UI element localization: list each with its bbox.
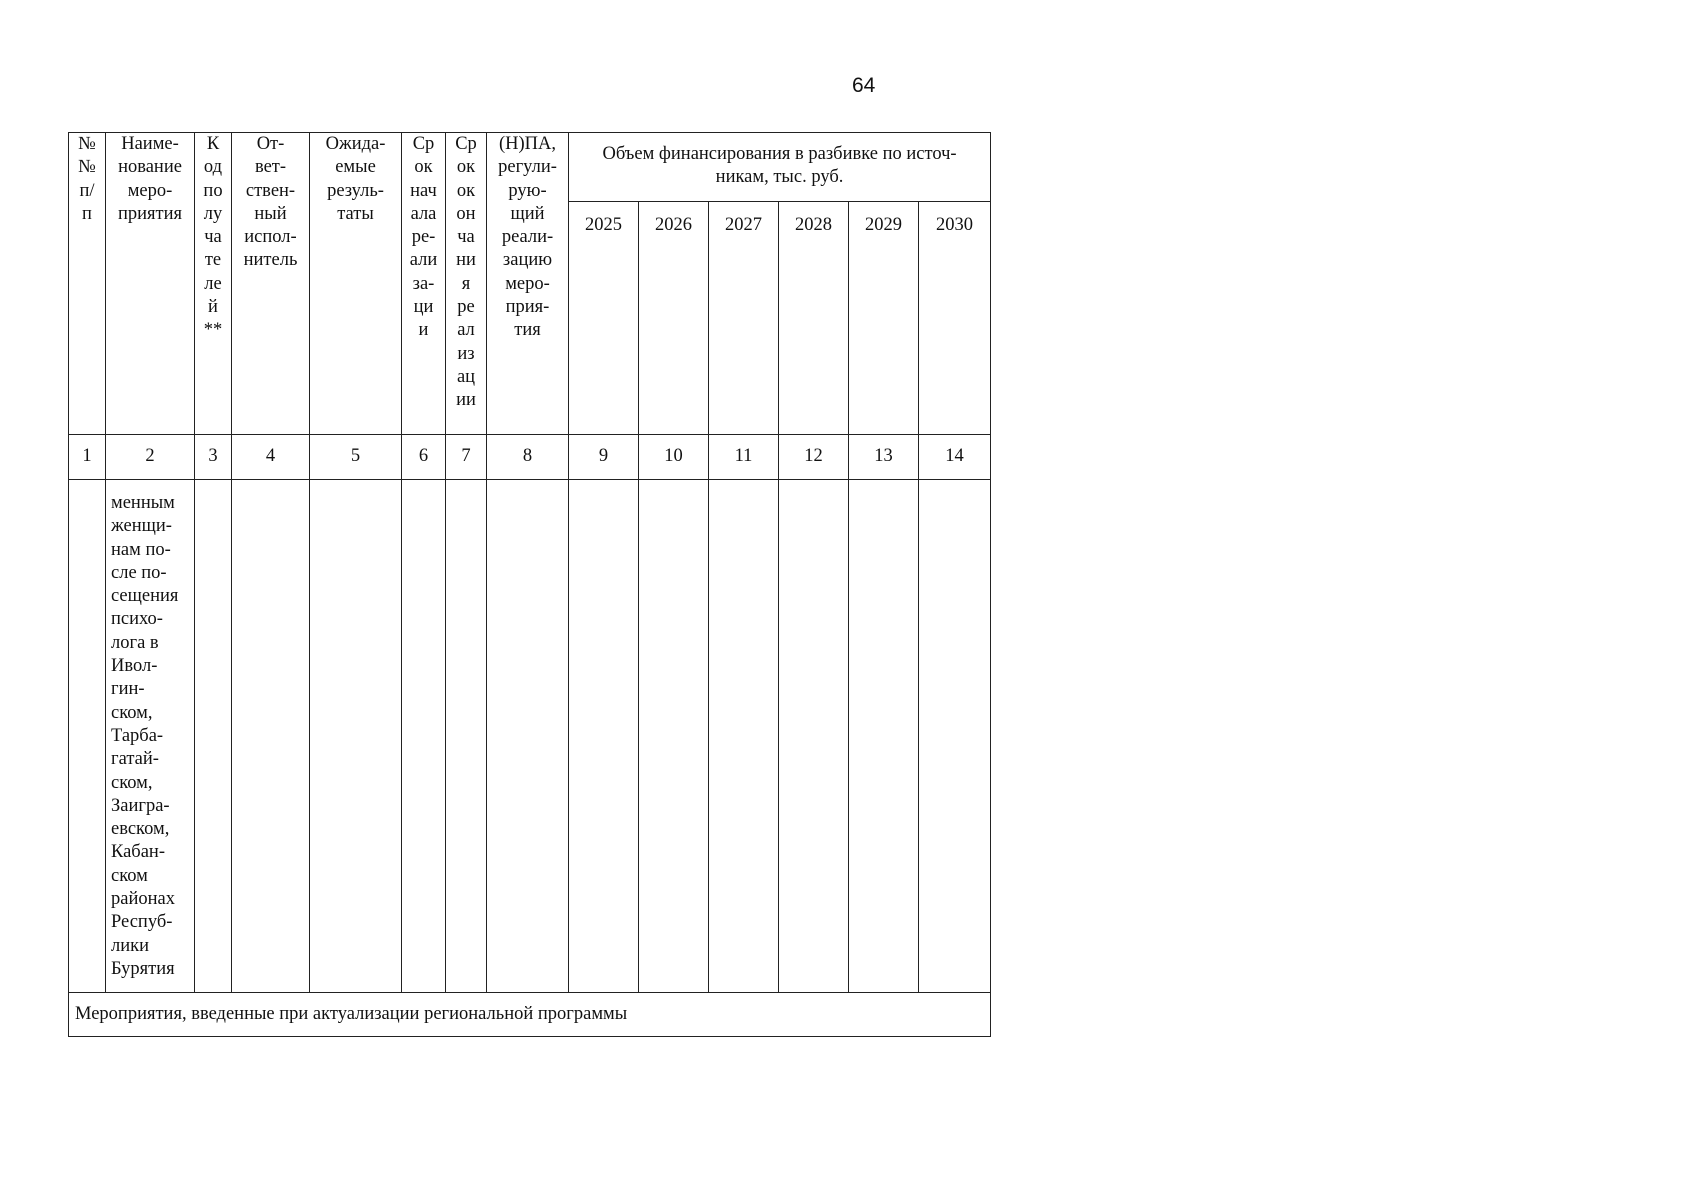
cell-funding-2028 <box>779 480 849 993</box>
header-year: 2025 <box>569 202 639 435</box>
section-footer-row <box>69 993 991 1037</box>
events-table <box>68 132 991 1037</box>
cell-legal-act <box>487 480 569 993</box>
column-number: 4 <box>232 435 310 480</box>
header-event-name: Наиме- нование меро- приятия <box>106 133 195 435</box>
cell-event-name: менным женщи- нам по- сле по- сещения психо- лога в Ивол- гин- ском, Тарба- гатай- ском, Заигра- евском, Кабан- ском районах Респуб- лики Бурятия <box>106 480 195 993</box>
column-number: 7 <box>446 435 487 480</box>
column-number: 9 <box>569 435 639 480</box>
table-row <box>69 480 991 993</box>
header-year: 2027 <box>709 202 779 435</box>
cell-responsible <box>232 480 310 993</box>
column-number: 12 <box>779 435 849 480</box>
cell-funding-2030 <box>919 480 991 993</box>
cell-funding-2027 <box>709 480 779 993</box>
column-number-row <box>69 435 991 480</box>
column-number: 8 <box>487 435 569 480</box>
column-number: 1 <box>69 435 106 480</box>
header-end-date: Ср ок ок он ча ни я ре ал из ац ии <box>446 133 487 435</box>
table-header-row <box>69 133 991 202</box>
cell-start-date <box>402 480 446 993</box>
column-number: 14 <box>919 435 991 480</box>
column-number: 11 <box>709 435 779 480</box>
column-number: 6 <box>402 435 446 480</box>
column-number: 2 <box>106 435 195 480</box>
header-year: 2026 <box>639 202 709 435</box>
header-responsible: От- вет- ствен- ный испол- нитель <box>232 133 310 435</box>
column-number: 3 <box>195 435 232 480</box>
cell-funding-2029 <box>849 480 919 993</box>
page-number: 64 <box>852 74 876 97</box>
header-year: 2029 <box>849 202 919 435</box>
cell-number <box>69 480 106 993</box>
column-number: 5 <box>310 435 402 480</box>
cell-end-date <box>446 480 487 993</box>
cell-recipient-code <box>195 480 232 993</box>
header-recipient-code: К од по лу ча те ле й ** <box>195 133 232 435</box>
header-expected-results: Ожида- емые резуль- таты <box>310 133 402 435</box>
header-year: 2028 <box>779 202 849 435</box>
header-number: № № п/ п <box>69 133 106 435</box>
cell-funding-2025 <box>569 480 639 993</box>
header-legal-act: (Н)ПА, регули- рую- щий реали- зацию меро- прия- тия <box>487 133 569 435</box>
cell-funding-2026 <box>639 480 709 993</box>
column-number: 10 <box>639 435 709 480</box>
header-start-date: Ср ок нач ала ре- али за- ци и <box>402 133 446 435</box>
header-funding: Объем финансирования в разбивке по источ- никам, тыс. руб. <box>569 133 991 202</box>
section-footer-text: Мероприятия, введенные при актуализации региональной программы <box>69 993 991 1037</box>
header-year: 2030 <box>919 202 991 435</box>
column-number: 13 <box>849 435 919 480</box>
cell-expected-results <box>310 480 402 993</box>
